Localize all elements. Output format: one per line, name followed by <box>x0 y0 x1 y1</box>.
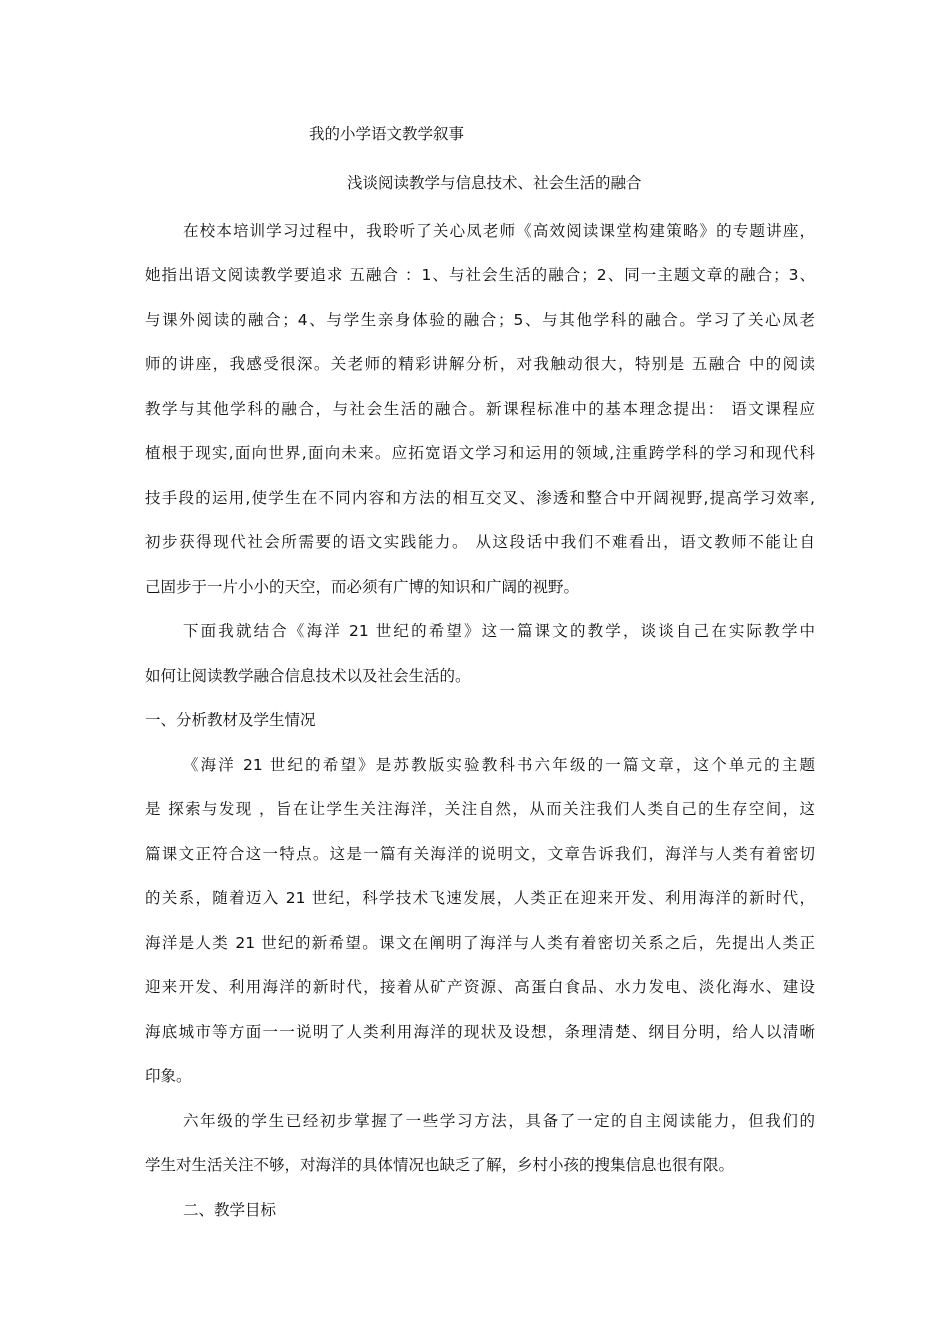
paragraph-1-line-3: 与课外阅读的融合；4、与学生亲身体验的融合；5、与其他学科的融合。学习了关心凤老 <box>145 311 815 329</box>
paragraph-3-line-4: 的关系，随着迈入 21 世纪，科学技术飞速发展，人类正在迎来开发、利用海洋的新时代， <box>145 889 815 907</box>
paragraph-3-line-2: 是 探索与发现 ，旨在让学生关注海洋，关注自然，从而关注我们人类自己的生存空间，这 <box>145 800 815 818</box>
paragraph-4-line-1: 六年级的学生已经初步掌握了一些学习方法，具备了一定的自主阅读能力，但我们的 <box>183 1112 815 1130</box>
paragraph-3-line-7: 海底城市等方面一一说明了人类利用海洋的现状及设想，条理清楚、纲目分明，给人以清晰 <box>145 1023 815 1041</box>
paragraph-1-line-6: 植根于现实,面向世界,面向未来。应拓宽语文学习和运用的领域,注重跨学科的学习和现代科 <box>145 444 815 462</box>
document-subtitle: 浅谈阅读教学与信息技术、社会生活的融合 <box>347 174 642 192</box>
paragraph-2-line-2: 如何让阅读教学融合信息技术以及社会生活的。 <box>145 667 471 685</box>
paragraph-3-line-5: 海洋是人类 21 世纪的新希望。课文在阐明了海洋与人类有着密切关系之后，先提出人类正 <box>145 934 815 952</box>
paragraph-4-line-2: 学生对生活关注不够，对海洋的具体情况也缺乏了解，乡村小孩的搜集信息也很有限。 <box>145 1156 735 1174</box>
paragraph-1-line-9: 己固步于一片小小的天空，而必须有广博的知识和广阔的视野。 <box>145 578 580 596</box>
section-heading-1: 一、分析教材及学生情况 <box>145 711 316 729</box>
paragraph-1-line-2: 她指出语文阅读教学要追求 五融合 ：1、与社会生活的融合；2、同一主题文章的融合；3、 <box>145 266 815 284</box>
paragraph-1-line-5: 教学与其他学科的融合，与社会生活的融合。新课程标准中的基本理念提出： 语文课程应 <box>145 400 815 418</box>
paragraph-3-line-3: 篇课文正符合这一特点。这是一篇有关海洋的说明文，文章告诉我们，海洋与人类有着密切 <box>145 845 815 863</box>
paragraph-3-line-8: 印象。 <box>145 1067 192 1085</box>
paragraph-1-line-8: 初步获得现代社会所需要的语文实践能力。 从这段话中我们不难看出，语文教师不能让自 <box>145 533 815 551</box>
document-title: 我的小学语文教学叙事 <box>309 125 465 143</box>
paragraph-1-line-1: 在校本培训学习过程中，我聆听了关心凤老师《高效阅读课堂构建策略》的专题讲座， <box>183 222 815 240</box>
paragraph-3-line-6: 迎来开发、利用海洋的新时代，接着从矿产资源、高蛋白食品、水力发电、淡化海水、建设 <box>145 978 815 996</box>
paragraph-1-line-7: 技手段的运用,使学生在不同内容和方法的相互交叉、渗透和整合中开阔视野,提高学习效率, <box>145 489 815 507</box>
paragraph-2-line-1: 下面我就结合《海洋 21 世纪的希望》这一篇课文的教学，谈谈自己在实际教学中 <box>183 622 815 640</box>
section-heading-2: 二、教学目标 <box>183 1201 277 1219</box>
paragraph-1-line-4: 师的讲座，我感受很深。关老师的精彩讲解分析，对我触动很大，特别是 五融合 中的阅读 <box>145 355 815 373</box>
paragraph-3-line-1: 《海洋 21 世纪的希望》是苏教版实验教科书六年级的一篇文章，这个单元的主题 <box>183 756 815 774</box>
